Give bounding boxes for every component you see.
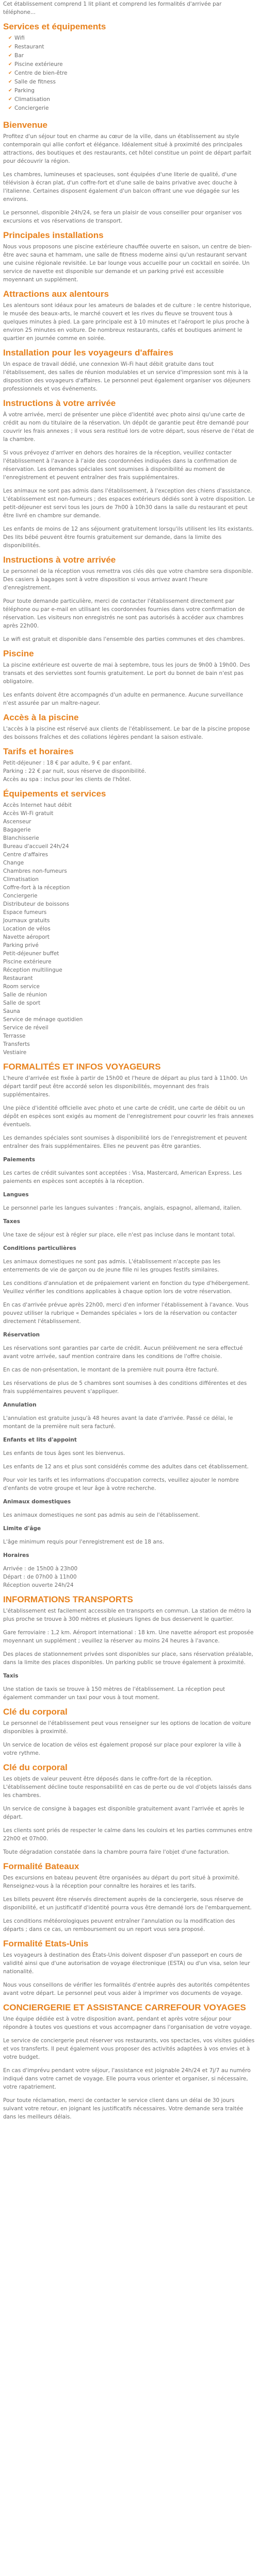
page-content [3,0,255,2121]
subheading-limite: Limite d'âge [3,1526,41,1532]
list-item: Départ : de 07h00 à 11h00 [3,1574,77,1580]
subheading-taxis: Taxis [3,1673,19,1679]
check-icon: ✔ [8,71,12,76]
service-item: ✔ Piscine extérieure [8,60,255,69]
list-item: Distributeur de boissons [3,901,69,907]
heading-tarifs: Tarifs et horaires [3,747,74,756]
list-item: Salle de réunion [3,992,47,998]
heading-affaires: Installation pour les voyageurs d'affaires [3,348,173,358]
paragraph: L'établissement est facilement accessible en transports en commun. La station de métro la plus proche se trouve à 300 mètres et plusieurs lignes de bus desservent le quartier. [3,1608,251,1622]
list-item: Service de ménage quotidien [3,1016,83,1023]
list-item: Terrasse [3,1033,26,1039]
list-item: Réception multilingue [3,967,62,973]
paragraph: En cas d'imprévu pendant votre séjour, l'assistance est joignable 24h/24 et 7j/7 au numéro indiqué dans votre carnet de voyage. Elle pourra vous orienter et organiser, si nécessaire, votre rapatriement. [3,2067,251,2090]
check-icon: ✔ [8,79,12,84]
paragraph: Pour toute demande particulière, merci de contacter l'établissement directement par téléphone ou par e-mail en utilisant les coordonnées fournies dans votre confirmation de réservation. Les visiteurs non enregistrés ne sont pas autorisés à accéder aux chambres après 22h00. [3,598,245,629]
services-list [3,34,255,113]
paragraph: Les voyageurs à destination des États-Unis doivent disposer d'un passeport en cours de validité ainsi que d'une autorisation de voyage électronique (ESTA) ou d'un visa, selon leur nationalité. [3,1952,250,1975]
list-item: Climatisation [3,876,39,883]
paragraph: Le wifi est gratuit et disponible dans l'ensemble des parties communes et des chambres. [3,636,245,642]
paragraph: Le personnel, disponible 24h/24, se fera un plaisir de vous conseiller pour organiser vos excursions et vos réservations de transport. [3,210,242,224]
heading-infos-transports: INFORMATIONS TRANSPORTS [3,1595,133,1604]
paragraph: Les animaux domestiques ne sont pas admis. L'établissement n'accepte pas les enterrements de vie de garçon ou de jeune fille ni les groupes festifs similaires. [3,1259,221,1273]
list-item: Navette aéroport [3,934,50,940]
heading-acces: Accès à la piscine [3,713,79,722]
paragraph: En cas de non-présentation, le montant de la première nuit pourra être facturé. [3,1367,219,1373]
check-icon: ✔ [8,53,12,58]
list-item: Accès au spa : inclus pour les clients de l'hôtel. [3,776,132,783]
service-item: ✔ Climatisation [8,95,255,104]
subheading-horaires: Horaires [3,1552,29,1558]
paragraph: Une équipe dédiée est à votre disposition avant, pendant et après votre séjour pour répondre à toutes vos questions et vous accompagner dans l'organisation de votre voyage. [3,2016,252,2030]
equipements-list [3,801,255,1057]
paragraph: Des places de stationnement privées sont disponibles sur place, sans réservation préalable, dans la limite des places disponibles. Un parking public se trouve également à proximité. [3,1651,253,1666]
check-icon: ✔ [8,88,12,93]
paragraph: Un espace de travail dédié, une connexion Wi-Fi haut débit gratuite dans tout l'établissement, des salles de réunion modulables et un service d'impression sont mis à la disposition des voyageurs d'affaires. Le personnel peut également organiser vos déjeuners professionnels et vos événements. [3,361,251,392]
paragraph: Les animaux domestiques ne sont pas admis au sein de l'établissement. [3,1512,200,1518]
subheading-reservation: Réservation [3,1332,40,1338]
check-icon: ✔ [8,97,12,102]
paragraph: Les conditions d'annulation et de prépaiement varient en fonction du type d'hébergement. Veuillez vérifier les conditions applicables à chaque option lors de votre réservation. [3,1280,250,1295]
paragraph: Un service de consigne à bagages est disponible gratuitement avant l'arrivée et après le départ. [3,1806,245,1820]
paragraph: Une taxe de séjour est à régler sur place, elle n'est pas incluse dans le montant total. [3,1232,236,1238]
list-item: Salle de sport [3,1000,41,1006]
paragraph: Si vous prévoyez d'arriver en dehors des horaires de la réception, veuillez contacter l'établissement à l'avance à l'aide des coordonnées indiquées dans la confirmation de réservation. Les demandes spéciales sont soumises à disponibilité au moment de l'enregistrement et peuvent entraîner des frais supplémentaires. [3,450,237,481]
paragraph: Le service de conciergerie peut réserver vos restaurants, vos spectacles, vos visites guidées et vos transferts. Il peut également vous proposer des activités adaptées à vos envies et à votre budget. [3,2038,255,2060]
service-item: ✔ Conciergerie [8,104,255,113]
list-item: Accès Wi-Fi gratuit [3,810,54,817]
check-icon: ✔ [8,106,12,111]
paragraph: Les cartes de crédit suivantes sont acceptées : Visa, Mastercard, American Express. Les paiements en espèces sont acceptés à la réception. [3,1170,242,1184]
list-item: Coffre-fort à la réception [3,885,70,891]
subheading-langues: Langues [3,1192,29,1198]
heading-bienvenue: Bienvenue [3,120,47,130]
paragraph: Les réservations de plus de 5 chambres sont soumises à des conditions différentes et des frais supplémentaires peuvent s'appliquer. [3,1380,247,1395]
service-item: ✔ Restaurant [8,43,255,52]
paragraph: Pour voir les tarifs et les informations d'occupation corrects, veuillez ajouter le nombre d'enfants de votre groupe et leur âge à votre recherche. [3,1477,239,1492]
paragraph: Une station de taxis se trouve à 150 mètres de l'établissement. La réception peut également commander un taxi pour vous à tout moment. [3,1686,225,1701]
list-item: Accès Internet haut débit [3,802,72,808]
list-item: Parking privé [3,942,39,948]
list-item: Bureau d'accueil 24h/24 [3,843,69,850]
heading-conciergerie: CONCIERGERIE ET ASSISTANCE CARREFOUR VOYAGES [3,2003,246,2012]
subheading-enfants: Enfants et lits d'appoint [3,1437,77,1443]
paragraph: Des excursions en bateau peuvent être organisées au départ du port situé à proximité. Renseignez-vous à la réception pour connaître les horaires et les tarifs. [3,1875,240,1889]
list-item: Blanchisserie [3,835,39,841]
list-item: Vestiaire [3,1049,27,1056]
paragraph: Les billets peuvent être réservés directement auprès de la conciergerie, sous réserve de disponibilité, et un justificatif d'identité pourra vous être demandé lors de l'embarquement. [3,1896,252,1911]
list-item: Service de réveil [3,1025,49,1031]
intro-text: Cet établissement comprend 1 lit pliant et comprend les formalités d'arrivée par téléphone... [3,1,222,15]
subheading-taxes: Taxes [3,1218,21,1225]
list-item: Espace fumeurs [3,909,47,916]
horaires-list [3,1565,255,1589]
list-item: Petit-déjeuner : 18 € par adulte, 9 € par enfant. [3,760,132,766]
paragraph: Les conditions météorologiques peuvent entraîner l'annulation ou la modification des départs ; dans ce cas, un remboursement ou un report vous sera proposé. [3,1918,235,1933]
paragraph: L'annulation est gratuite jusqu'à 48 heures avant la date d'arrivée. Passé ce délai, le montant de la première nuit sera facturé. [3,1415,233,1430]
heading-formalite-etats-unis: Formalité Etats-Unis [3,1939,89,1948]
service-item: ✔ Wifi [8,34,255,43]
list-item: Conciergerie [3,893,38,899]
subheading-animaux: Animaux domestiques [3,1499,71,1505]
paragraph: Pour toute réclamation, merci de contacter le service client dans un délai de 30 jours suivant votre retour, en joignant les justificatifs nécessaires. Votre demande sera traitée dans les meilleurs délais. [3,2097,244,2120]
heading-cle: Clé du corporal [3,1707,68,1717]
paragraph: La piscine extérieure est ouverte de mai à septembre, tous les jours de 9h00 à 19h00. Des transats et des serviettes sont fournis gratuitement. Le port du bonnet de bain n'est pas obligatoire. [3,662,250,685]
paragraph: Nous vous conseillons de vérifier les formalités d'entrée auprès des autorités compétentes avant votre départ. Le personnel peut vous aider à imprimer vos documents de voyage. [3,1982,250,1996]
service-item: ✔ Salle de fitness [8,78,255,87]
list-item: Centre d'affaires [3,852,49,858]
subheading-annulation: Annulation [3,1402,37,1408]
paragraph: Une pièce d'identité officielle avec photo et une carte de crédit, une carte de débit ou un dépôt en espèces sont exigés au moment de l'enregistrement pour couvrir les frais annexes éventuels. [3,1105,254,1128]
paragraph: L'accès à la piscine est réservé aux clients de l'établissement. Le bar de la piscine propose des boissons fraîches et des collations légères pendant la saison estivale. [3,726,250,740]
subheading-paiements: Paiements [3,1157,36,1163]
heading-formalite-bateaux: Formalité Bateaux [3,1861,79,1871]
list-item: Bagagerie [3,827,31,833]
list-item: Change [3,860,24,866]
paragraph: L'âge minimum requis pour l'enregistrement est de 18 ans. [3,1539,165,1545]
paragraph: Le personnel de la réception vous remettra vos clés dès que votre chambre sera disponible. Des casiers à bagages sont à votre disposition si vous arrivez avant l'heure d'enregistrement. [3,568,253,591]
heading-instructions: Instructions à votre arrivée [3,398,116,408]
list-item: Petit-déjeuner buffet [3,951,59,957]
heading-cle-2: Clé du corporal [3,1762,68,1772]
paragraph: Les animaux ne sont pas admis dans l'établissement, à l'exception des chiens d'assistance. L'établissement est non-fumeurs ; des espaces extérieurs dédiés sont à votre disposition. Le petit-déjeuner est servi tous les jours de 7h00 à 10h30 dans la salle du restaurant et peut être livré en chambre sur demande. [3,488,255,519]
paragraph: À votre arrivée, merci de présenter une pièce d'identité avec photo ainsi qu'une carte de crédit au nom du titulaire de la réservation. Un dépôt de garantie peut être demandé pour couvrir les frais annexes ; il vous sera restitué lors de votre départ, sous réserve de l'état de la chambre. [3,412,254,443]
paragraph: Les réservations sont garanties par carte de crédit. Aucun prélèvement ne sera effectué avant votre arrivée, sauf mention contraire dans les conditions de l'offre choisie. [3,1345,243,1360]
list-item: Arrivée : de 15h00 à 23h00 [3,1566,78,1572]
list-item: Chambres non-fumeurs [3,868,67,874]
heading-formalites: FORMALITÉS ET INFOS VOYAGEURS [3,1062,161,1072]
list-item: Journaux gratuits [3,918,50,924]
paragraph: Le personnel parle les langues suivantes : français, anglais, espagnol, allemand, italien. [3,1205,242,1211]
list-item: Room service [3,984,40,990]
paragraph: Les enfants de tous âges sont les bienvenus. [3,1450,125,1456]
paragraph: Un service de location de vélos est également proposé sur place pour explorer la ville à votre rythme. [3,1742,241,1756]
paragraph: Les chambres, lumineuses et spacieuses, sont équipées d'une literie de qualité, d'une télévision à écran plat, d'un coffre-fort et d'une salle de bains privative avec douche à l'italienne. Certaines disposent également d'un balcon offrant une vue dégagée sur les environs. [3,172,239,202]
paragraph: Gare ferroviaire : 1,2 km. Aéroport international : 18 km. Une navette aéroport est proposée moyennant un supplément ; veuillez la réserver au moins 24 heures à l'avance. [3,1630,254,1644]
heading-principales: Principales installations [3,230,104,240]
paragraph: Toute dégradation constatée dans la chambre pourra faire l'objet d'une facturation. [3,1849,230,1855]
subheading-conditions: Conditions particulières [3,1245,76,1251]
heading-equipements: Équipements et services [3,789,106,799]
list-item: Piscine extérieure [3,959,52,965]
paragraph: Les demandes spéciales sont soumises à disponibilité lors de l'enregistrement et peuvent entraîner des frais supplémentaires. Elles ne peuvent pas être garanties. [3,1135,247,1149]
heading-services: Services et équipements [3,22,106,31]
paragraph: Les objets de valeur peuvent être déposés dans le coffre-fort de la réception. L'établissement décline toute responsabilité en cas de perte ou de vol d'objets laissés dans les chambres. [3,1776,252,1799]
check-icon: ✔ [8,62,12,67]
heading-instructions-2: Instructions à votre arrivée [3,555,116,565]
heading-attractions: Attractions aux alentours [3,289,109,299]
check-icon: ✔ [8,44,12,49]
list-item: Ascenseur [3,819,31,825]
list-item: Sauna [3,1008,20,1014]
paragraph: L'heure d'arrivée est fixée à partir de 15h00 et l'heure de départ au plus tard à 11h00. Un départ tardif peut être accordé selon les disponibilités, moyennant des frais supplémentaires. [3,1075,248,1098]
service-item: ✔ Bar [8,52,255,60]
heading-piscine: Piscine [3,649,34,658]
paragraph: Le personnel de l'établissement peut vous renseigner sur les options de location de voiture disponibles à proximité. [3,1720,251,1735]
paragraph: Profitez d'un séjour tout en charme au cœur de la ville, dans un établissement au style contemporain qui allie confort et élégance. Idéalement situé à proximité des principales attractions, des boutiques et des restaurants, cet hôtel constitue un point de départ parfait pour découvrir la région. [3,133,251,164]
paragraph: Les enfants de moins de 12 ans séjournent gratuitement lorsqu'ils utilisent les lits existants. Des lits bébé peuvent être fournis gratuitement sur demande, dans la limite des disponibilités. [3,526,254,549]
service-item: ✔ Centre de bien-être [8,69,255,78]
paragraph: Les clients sont priés de respecter le calme dans les couloirs et les parties communes entre 22h00 et 07h00. [3,1827,253,1842]
paragraph: Les enfants de 12 ans et plus sont considérés comme des adultes dans cet établissement. [3,1464,249,1470]
paragraph: Les enfants doivent être accompagnés d'un adulte en permanence. Aucune surveillance n'est assurée par un maître-nageur. [3,692,244,706]
list-item: Réception ouverte 24h/24 [3,1582,74,1588]
list-item: Transferts [3,1041,30,1047]
paragraph: En cas d'arrivée prévue après 22h00, merci d'en informer l'établissement à l'avance. Vous pouvez utiliser la rubrique « Demandes spéciales » lors de la réservation ou contacter directement l'établissement. [3,1302,249,1325]
paragraph: Les alentours sont idéaux pour les amateurs de balades et de culture : le centre historique, le musée des beaux-arts, le marché couvert et les rives du fleuve se trouvent tous à quelques minutes à pied. La gare principale est à 10 minutes et l'aéroport le plus proche à environ 25 minutes en voiture. De nombreux restaurants, cafés et boutiques animent le quartier en journée comme en soirée. [3,302,252,342]
service-item: ✔ Parking [8,87,255,95]
paragraph: Nous vous proposons une piscine extérieure chauffée ouverte en saison, un centre de bien-être avec sauna et hammam, une salle de fitness moderne ainsi qu'un restaurant servant une cuisine régionale revisitée. Le bar lounge vous accueille pour un cocktail en soirée. Un service de navette est disponible sur demande et un parking privé est accessible moyennant un supplément. [3,244,252,283]
check-icon: ✔ [8,36,12,41]
list-item: Location de vélos [3,926,51,932]
list-item: Parking : 22 € par nuit, sous réserve de disponibilité. [3,768,147,774]
tarifs-list [3,759,255,784]
list-item: Restaurant [3,975,33,981]
